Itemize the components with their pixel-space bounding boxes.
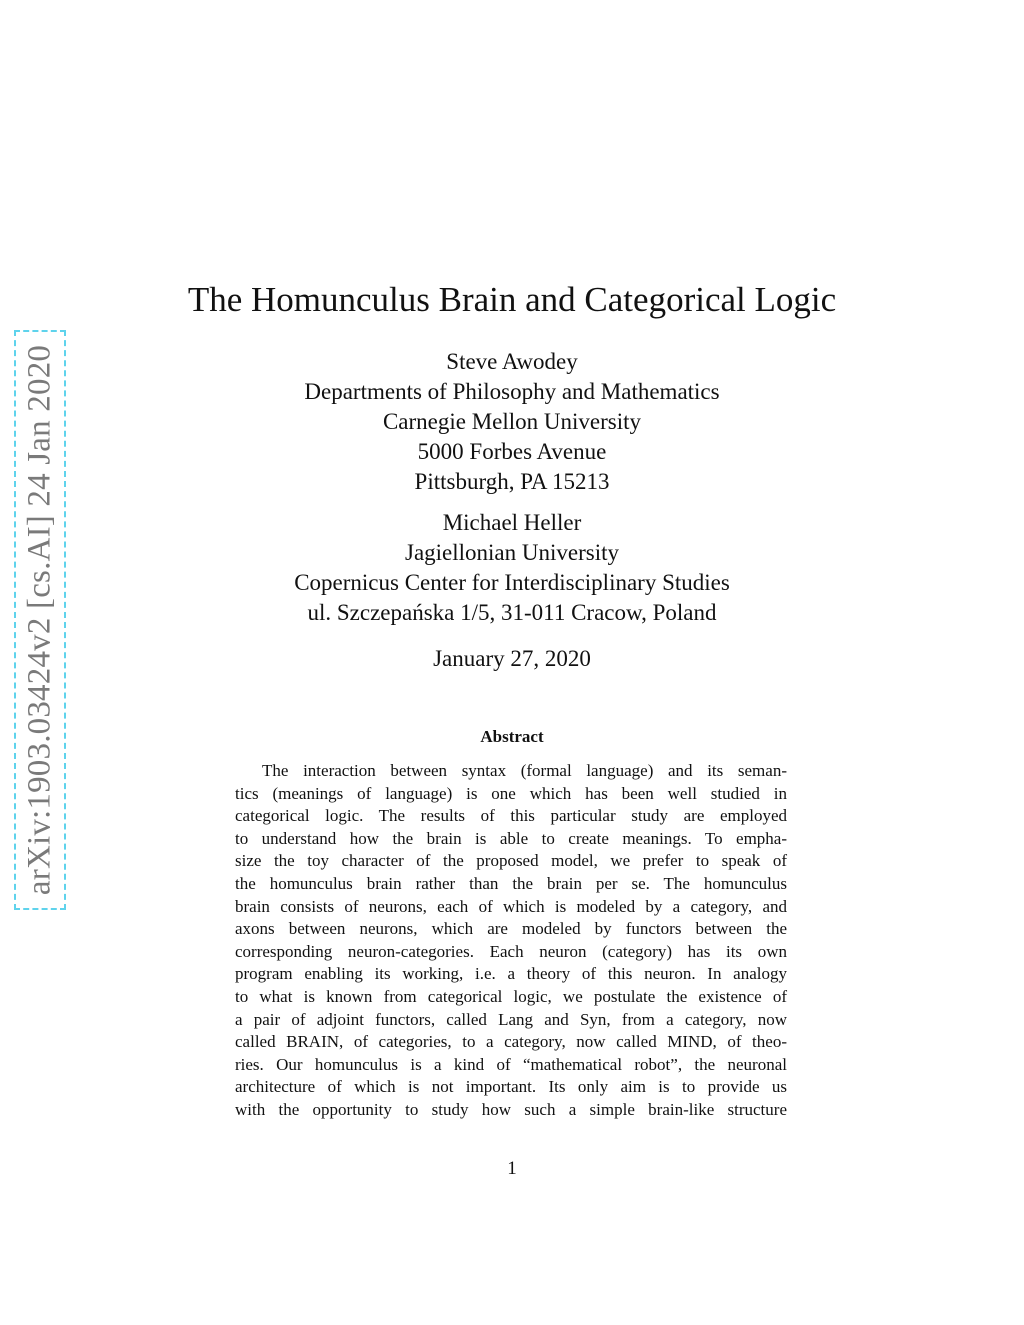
abstract-line: size the toy character of the proposed model, we prefer to speak of xyxy=(235,851,787,871)
abstract-line: to understand how the brain is able to create meanings. To empha- xyxy=(235,828,787,848)
paper-date: January 27, 2020 xyxy=(433,646,591,671)
abstract-line: axons between neurons, which are modeled by functors between the xyxy=(235,919,787,939)
author-address: ul. Szczepańska 1/5, 31-011 Cracow, Poland xyxy=(307,600,717,625)
abstract-line: to what is known from categorical logic, we postulate the existence of xyxy=(235,986,787,1006)
author-address: 5000 Forbes Avenue xyxy=(417,439,607,464)
abstract-line: corresponding neuron-categories. Each neuron (category) has its own xyxy=(235,941,787,961)
abstract-line: the homunculus brain rather than the brain per se. The homunculus xyxy=(235,873,787,893)
abstract-body xyxy=(235,760,787,1122)
author-affiliation: Copernicus Center for Interdisciplinary Studies xyxy=(294,570,730,595)
author-affiliation: Departments of Philosophy and Mathematics xyxy=(304,379,720,404)
abstract-line: program enabling its working, i.e. a theory of this neuron. In analogy xyxy=(235,964,787,984)
abstract-line: called BRAIN, of categories, to a category, now called MIND, of theo- xyxy=(235,1032,787,1052)
abstract-line: The interaction between syntax (formal language) and its seman- xyxy=(262,761,787,780)
paper-title: The Homunculus Brain and Categorical Logic xyxy=(187,280,837,319)
page-number: 1 xyxy=(507,1158,517,1179)
author-affiliation: Carnegie Mellon University xyxy=(382,409,642,434)
author-affiliation: Jagiellonian University xyxy=(405,540,619,565)
abstract-line: ries. Our homunculus is a kind of “mathematical robot”, the neuronal xyxy=(235,1054,787,1074)
author-name: Michael Heller xyxy=(442,510,582,535)
abstract-line: with the opportunity to study how such a simple brain-like structure xyxy=(235,1099,787,1119)
author-name: Steve Awodey xyxy=(446,349,578,374)
abstract-heading: Abstract xyxy=(480,727,544,746)
abstract-line: categorical logic. The results of this particular study are employed xyxy=(235,806,787,826)
abstract-line: tics (meanings of language) is one which has been well studied in xyxy=(235,783,787,803)
abstract-line: a pair of adjoint functors, called Lang and Syn, from a category, now xyxy=(235,1009,787,1029)
author-block-awodey xyxy=(0,347,1024,497)
author-list xyxy=(0,347,1024,628)
abstract-line: brain consists of neurons, each of which is modeled by a category, and xyxy=(235,896,787,916)
author-block-heller xyxy=(0,508,1024,628)
author-address: Pittsburgh, PA 15213 xyxy=(414,469,610,494)
arxiv-id: arXiv:1903.03424v2 [cs.AI] 24 Jan 2020 xyxy=(21,344,58,896)
abstract-line: architecture of which is not important. Its only aim is to provide us xyxy=(235,1077,787,1097)
